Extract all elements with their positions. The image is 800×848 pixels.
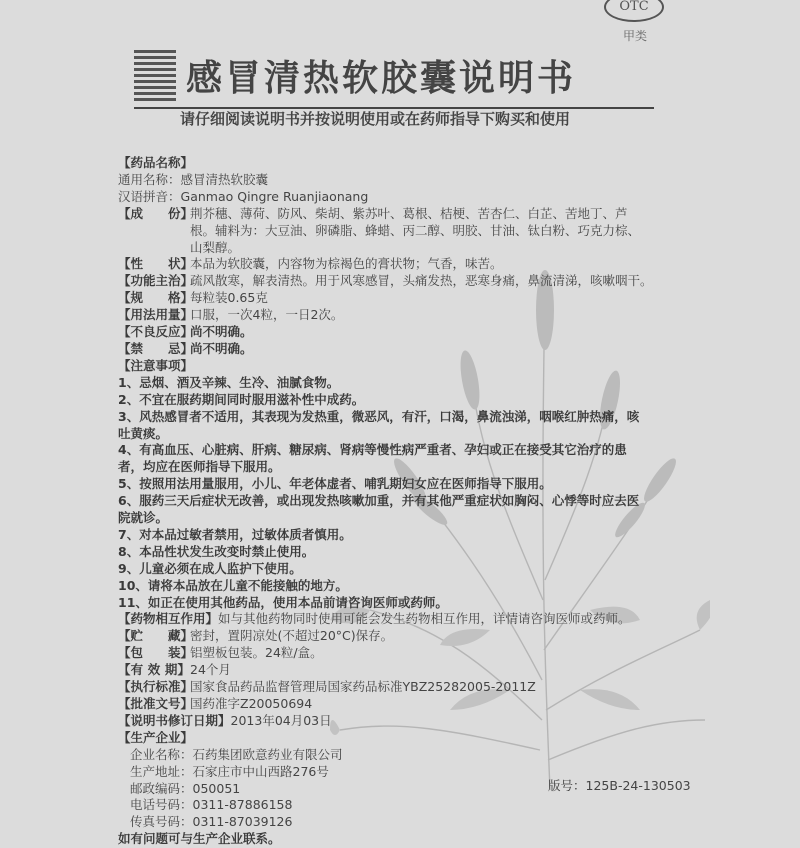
contraindications-text: 尚不明确。	[190, 340, 253, 356]
precaution-item	[118, 375, 688, 392]
precaution-line: 4、有高血压、心脏病、肝病、糖尿病、肾病等慢性病严重者、孕妇或正在接受其它治疗的患	[118, 442, 627, 458]
version-label: 版号：	[548, 778, 586, 793]
precaution-item	[118, 544, 688, 561]
interaction-text: 如与其他药物同时使用可能会发生药物相互作用，详情请咨询医师或药师。	[218, 611, 631, 627]
precaution-item	[118, 442, 688, 476]
precaution-line: 7、对本品过敏者禁用，过敏体质者慎用。	[118, 526, 352, 542]
manufacturer-address: 石家庄市中山西路276号	[192, 763, 329, 779]
ingredients-line: 根。辅料为：大豆油、卵磷脂、蜂蜡、丙二醇、明胶、甘油、钛白粉、巧克力棕、	[190, 222, 641, 238]
shelf-life-text: 24个月	[190, 662, 231, 678]
precaution-item	[118, 476, 688, 493]
precautions-header: 【注意事项】	[118, 357, 194, 373]
precaution-line: 吐黄痰。	[118, 425, 169, 441]
precaution-line: 11、如正在使用其他药品，使用本品前请咨询医师或药师。	[118, 594, 448, 610]
footer-note: 如有问题可与生产企业联系。	[118, 831, 281, 847]
pinyin-label: 汉语拼音：	[118, 188, 181, 204]
adverse-text: 尚不明确。	[190, 324, 253, 340]
indications-text: 疏风散寒，解表清热。用于风寒感冒，头痛发热，恶寒身痛，鼻流清涕，咳嗽咽干。	[190, 273, 653, 289]
standard-text: 国家食品药品监督管理局国家药品标准YBZ25282005-2011Z	[190, 679, 536, 695]
ingredients-text	[190, 206, 640, 257]
footer-note-row	[118, 831, 688, 848]
precaution-item	[118, 595, 688, 612]
storage-row	[118, 628, 688, 645]
manufacturer-header: 【生产企业】	[118, 729, 194, 745]
version-value: 125B-24-130503	[585, 778, 691, 793]
title-stripes-decoration	[134, 50, 176, 104]
otc-badge: OTC	[604, 0, 664, 22]
indications-label: 【功能主治】	[118, 273, 194, 289]
postcode: 050051	[192, 780, 241, 796]
interaction-row	[118, 611, 688, 628]
revision-date-label: 【说明书修订日期】	[118, 712, 231, 728]
ingredients-row	[118, 206, 688, 257]
precaution-line: 者，均应在医师指导下服用。	[118, 459, 281, 475]
indications-row	[118, 273, 688, 290]
specification-label: 【规 格】	[118, 290, 194, 306]
manufacturer-field-label: 电话号码：	[130, 797, 193, 813]
specification-row	[118, 290, 688, 307]
precaution-line: 9、儿童必须在成人监护下使用。	[118, 560, 302, 576]
storage-label: 【贮 藏】	[118, 628, 194, 644]
revision-date: 2013年04月03日	[230, 712, 332, 728]
manufacturer-field-label: 邮政编码：	[130, 780, 193, 796]
approval-text: 国药准字Z20050694	[190, 696, 313, 711]
phone-number: 0311-87886158	[192, 797, 293, 813]
precaution-line: 2、不宜在服药期间同时服用滋补性中成药。	[118, 391, 365, 407]
document-subtitle: 请仔细阅读说明书并按说明使用或在药师指导下购买和使用	[180, 110, 571, 128]
appearance-text: 本品为软胶囊，内容物为棕褐色的膏状物；气香，味苦。	[190, 256, 503, 272]
appearance-row	[118, 256, 688, 273]
precaution-line: 8、本品性状发生改变时禁止使用。	[118, 543, 315, 559]
contraindications-label: 【禁 忌】	[118, 340, 194, 356]
shelf-life-row	[118, 662, 688, 679]
drug-name-header: 【药品名称】	[118, 155, 194, 170]
precautions-header-row	[118, 358, 688, 375]
appearance-label: 【性 状】	[118, 256, 194, 272]
interaction-label: 【药物相互作用】	[118, 611, 219, 627]
adverse-label: 【不良反应】	[118, 324, 194, 340]
ingredients-line: 山梨醇。	[190, 239, 241, 255]
approval-row	[118, 696, 688, 713]
manufacturer-header-row	[118, 730, 688, 747]
manufacturer-field-label: 生产地址：	[130, 763, 193, 779]
precaution-line: 1、忌烟、酒及辛辣、生冷、油腻食物。	[118, 374, 340, 390]
ingredients-line: 荆芥穗、薄荷、防风、柴胡、紫苏叶、葛根、桔梗、苦杏仁、白芷、苦地丁、芦	[190, 205, 628, 221]
revision-date-row	[118, 713, 688, 730]
approval-label: 【批准文号】	[118, 696, 194, 711]
dosage-label: 【用法用量】	[118, 307, 194, 323]
precaution-item	[118, 561, 688, 578]
precaution-item	[118, 392, 688, 409]
fax-number: 0311-87039126	[192, 814, 293, 830]
common-name-row	[118, 172, 688, 189]
package-text: 铝塑板包装。24粒/盒。	[190, 645, 323, 661]
precaution-item	[118, 409, 688, 443]
storage-text: 密封，置阴凉处(不超过20°C)保存。	[190, 628, 394, 644]
contraindications-row	[118, 341, 688, 358]
adverse-row	[118, 324, 688, 341]
standard-row	[118, 679, 688, 696]
drug-name-header-row	[118, 155, 688, 172]
pinyin: Ganmao Qingre Ruanjiaonang	[180, 188, 369, 204]
precaution-line: 6、服药三天后症状无改善，或出现发热咳嗽加重，并有其他严重症状如胸闷、心悸等时应去医	[118, 493, 640, 509]
shelf-life-label: 【有 效 期】	[118, 662, 190, 678]
dosage-text: 口服，一次4粒，一日2次。	[190, 307, 344, 323]
otc-class-label: 甲类	[623, 29, 648, 43]
precaution-item	[118, 527, 688, 544]
precaution-item	[118, 578, 688, 595]
precaution-item	[118, 493, 688, 527]
common-name-label: 通用名称：	[118, 171, 181, 187]
standard-label: 【执行标准】	[118, 679, 194, 695]
document-title: 感冒清热软胶囊说明书	[186, 58, 577, 99]
leaflet-content	[118, 155, 688, 848]
precaution-line: 10、请将本品放在儿童不能接触的地方。	[118, 577, 348, 593]
manufacturer-name-row	[118, 747, 688, 764]
precaution-line: 3、风热感冒者不适用，其表现为发热重，微恶风，有汗，口渴，鼻流浊涕，咽喉红肿热痛，咳	[118, 408, 640, 424]
specification-text: 每粒装0.65克	[190, 290, 268, 306]
ingredients-label: 【成 份】	[118, 205, 194, 221]
package-row	[118, 645, 688, 662]
manufacturer-field-label: 传真号码：	[130, 814, 193, 830]
common-name: 感冒清热软胶囊	[180, 171, 269, 187]
manufacturer-name: 石药集团欧意药业有限公司	[192, 746, 343, 762]
manufacturer-field-label: 企业名称：	[130, 746, 193, 762]
precaution-line: 院就诊。	[118, 510, 169, 526]
dosage-row	[118, 307, 688, 324]
fax-row	[118, 814, 688, 831]
precaution-line: 5、按照用法用量服用，小儿、年老体虚者、哺乳期妇女应在医师指导下服用。	[118, 476, 552, 492]
pinyin-row	[118, 189, 688, 206]
package-label: 【包 装】	[118, 645, 194, 661]
version-number	[548, 776, 691, 794]
